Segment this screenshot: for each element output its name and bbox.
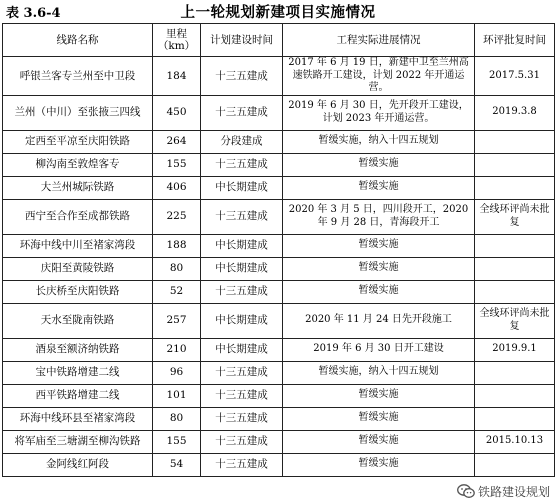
cell-env-approval — [475, 280, 555, 303]
cell-progress: 暂缓实施 — [283, 153, 475, 176]
cell-progress: 暂缓实施 — [283, 234, 475, 257]
cell-plan-time: 十三五建成 — [201, 280, 283, 303]
col-header-progress: 工程实际进展情况 — [283, 24, 475, 57]
table-row — [3, 199, 555, 234]
cell-line-name: 呼银兰客专兰州至中卫段 — [3, 57, 153, 96]
cell-plan-time: 分段建成 — [201, 130, 283, 153]
wechat-icon — [457, 484, 475, 499]
cell-mileage: 96 — [153, 361, 201, 384]
table-row — [3, 234, 555, 257]
cell-line-name: 金阿线红阿段 — [3, 453, 153, 476]
cell-env-approval: 全线环评尚未批复 — [475, 303, 555, 338]
cell-plan-time: 十三五建成 — [201, 57, 283, 96]
cell-line-name: 柳沟南至敦煌客专 — [3, 153, 153, 176]
col-header-env: 环评批复时间 — [475, 24, 555, 57]
cell-progress: 2019 年 6 月 30 日开工建设 — [283, 338, 475, 361]
cell-line-name: 大兰州城际铁路 — [3, 176, 153, 199]
cell-plan-time: 十三五建成 — [201, 199, 283, 234]
col-header-mileage: 里程（km） — [153, 24, 201, 57]
cell-progress: 暂缓实施 — [283, 257, 475, 280]
watermark-text: 铁路建设规划 — [477, 485, 550, 499]
cell-line-name: 庆阳至黄陵铁路 — [3, 257, 153, 280]
cell-progress: 暂缓实施 — [283, 176, 475, 199]
table-row — [3, 153, 555, 176]
cell-line-name: 西宁至合作至成都铁路 — [3, 199, 153, 234]
cell-progress: 暂缓实施 — [283, 407, 475, 430]
cell-plan-time: 十三五建成 — [201, 384, 283, 407]
cell-mileage: 264 — [153, 130, 201, 153]
table-row — [3, 95, 555, 130]
table-body — [3, 57, 555, 477]
cell-env-approval — [475, 130, 555, 153]
cell-line-name: 宝中铁路增建二线 — [3, 361, 153, 384]
cell-mileage: 101 — [153, 384, 201, 407]
cell-mileage: 406 — [153, 176, 201, 199]
cell-mileage: 450 — [153, 95, 201, 130]
table-row — [3, 303, 555, 338]
cell-line-name: 定西至平凉至庆阳铁路 — [3, 130, 153, 153]
table-row — [3, 338, 555, 361]
cell-env-approval: 2019.3.8 — [475, 95, 555, 130]
col-header-name: 线路名称 — [3, 24, 153, 57]
cell-progress: 2019 年 6 月 30 日，先开段开工建设，计划 2023 年开通运营。 — [283, 95, 475, 130]
cell-mileage: 225 — [153, 199, 201, 234]
cell-env-approval — [475, 453, 555, 476]
cell-progress: 2020 年 11 月 24 日先开段施工 — [283, 303, 475, 338]
projects-table — [2, 23, 555, 477]
cell-line-name: 长庆桥至庆阳铁路 — [3, 280, 153, 303]
cell-env-approval: 2017.5.31 — [475, 57, 555, 96]
cell-mileage: 52 — [153, 280, 201, 303]
cell-progress: 2017 年 6 月 19 日，新建中卫至兰州高速铁路开工建设，计划 2022 年开通运营。 — [283, 57, 475, 96]
cell-env-approval: 2019.9.1 — [475, 338, 555, 361]
cell-env-approval — [475, 257, 555, 280]
table-row — [3, 361, 555, 384]
table-row — [3, 280, 555, 303]
cell-env-approval — [475, 384, 555, 407]
cell-env-approval — [475, 176, 555, 199]
table-caption — [0, 0, 556, 22]
cell-line-name: 天水至陇南铁路 — [3, 303, 153, 338]
table-number: 表 3.6-4 — [6, 6, 61, 21]
cell-mileage: 257 — [153, 303, 201, 338]
cell-env-approval — [475, 234, 555, 257]
col-header-plan: 计划建设时间 — [201, 24, 283, 57]
cell-progress: 暂缓实施 — [283, 453, 475, 476]
cell-mileage: 184 — [153, 57, 201, 96]
table-row — [3, 384, 555, 407]
cell-line-name: 环海中线中川至褚家湾段 — [3, 234, 153, 257]
cell-mileage: 188 — [153, 234, 201, 257]
cell-progress: 2020 年 3 月 5 日，四川段开工，2020 年 9 月 28 日，青海段开工 — [283, 199, 475, 234]
table-row — [3, 430, 555, 453]
cell-line-name: 兰州（中川）至张掖三四线 — [3, 95, 153, 130]
table-row — [3, 57, 555, 96]
table-row — [3, 407, 555, 430]
cell-plan-time: 中长期建成 — [201, 303, 283, 338]
page-title: 上一轮规划新建项目实施情况 — [180, 4, 376, 21]
cell-env-approval — [475, 407, 555, 430]
cell-mileage: 80 — [153, 257, 201, 280]
cell-plan-time: 中长期建成 — [201, 257, 283, 280]
cell-env-approval: 2015.10.13 — [475, 430, 555, 453]
cell-line-name: 西平铁路增建二线 — [3, 384, 153, 407]
cell-plan-time: 中长期建成 — [201, 176, 283, 199]
cell-plan-time: 十三五建成 — [201, 361, 283, 384]
table-row — [3, 130, 555, 153]
cell-progress: 暂缓实施 — [283, 384, 475, 407]
table-header-row — [3, 24, 555, 57]
cell-env-approval: 全线环评尚未批复 — [475, 199, 555, 234]
cell-mileage: 210 — [153, 338, 201, 361]
table-row — [3, 257, 555, 280]
cell-mileage: 155 — [153, 430, 201, 453]
cell-plan-time: 十三五建成 — [201, 407, 283, 430]
cell-line-name: 酒泉至额济纳铁路 — [3, 338, 153, 361]
cell-mileage: 54 — [153, 453, 201, 476]
table-row — [3, 176, 555, 199]
cell-plan-time: 十三五建成 — [201, 153, 283, 176]
cell-plan-time: 中长期建成 — [201, 338, 283, 361]
cell-plan-time: 中长期建成 — [201, 234, 283, 257]
cell-plan-time: 十三五建成 — [201, 453, 283, 476]
watermark — [455, 483, 552, 500]
cell-progress: 暂缓实施，纳入十四五规划 — [283, 130, 475, 153]
cell-env-approval — [475, 361, 555, 384]
table-row — [3, 453, 555, 476]
cell-plan-time: 十三五建成 — [201, 430, 283, 453]
cell-env-approval — [475, 153, 555, 176]
cell-mileage: 80 — [153, 407, 201, 430]
cell-line-name: 环海中线环县至褚家湾段 — [3, 407, 153, 430]
cell-progress: 暂缓实施，纳入十四五规划 — [283, 361, 475, 384]
cell-line-name: 将军庙至三塘湖至柳沟铁路 — [3, 430, 153, 453]
cell-plan-time: 十三五建成 — [201, 95, 283, 130]
cell-progress: 暂缓实施 — [283, 430, 475, 453]
cell-mileage: 155 — [153, 153, 201, 176]
cell-progress: 暂缓实施 — [283, 280, 475, 303]
